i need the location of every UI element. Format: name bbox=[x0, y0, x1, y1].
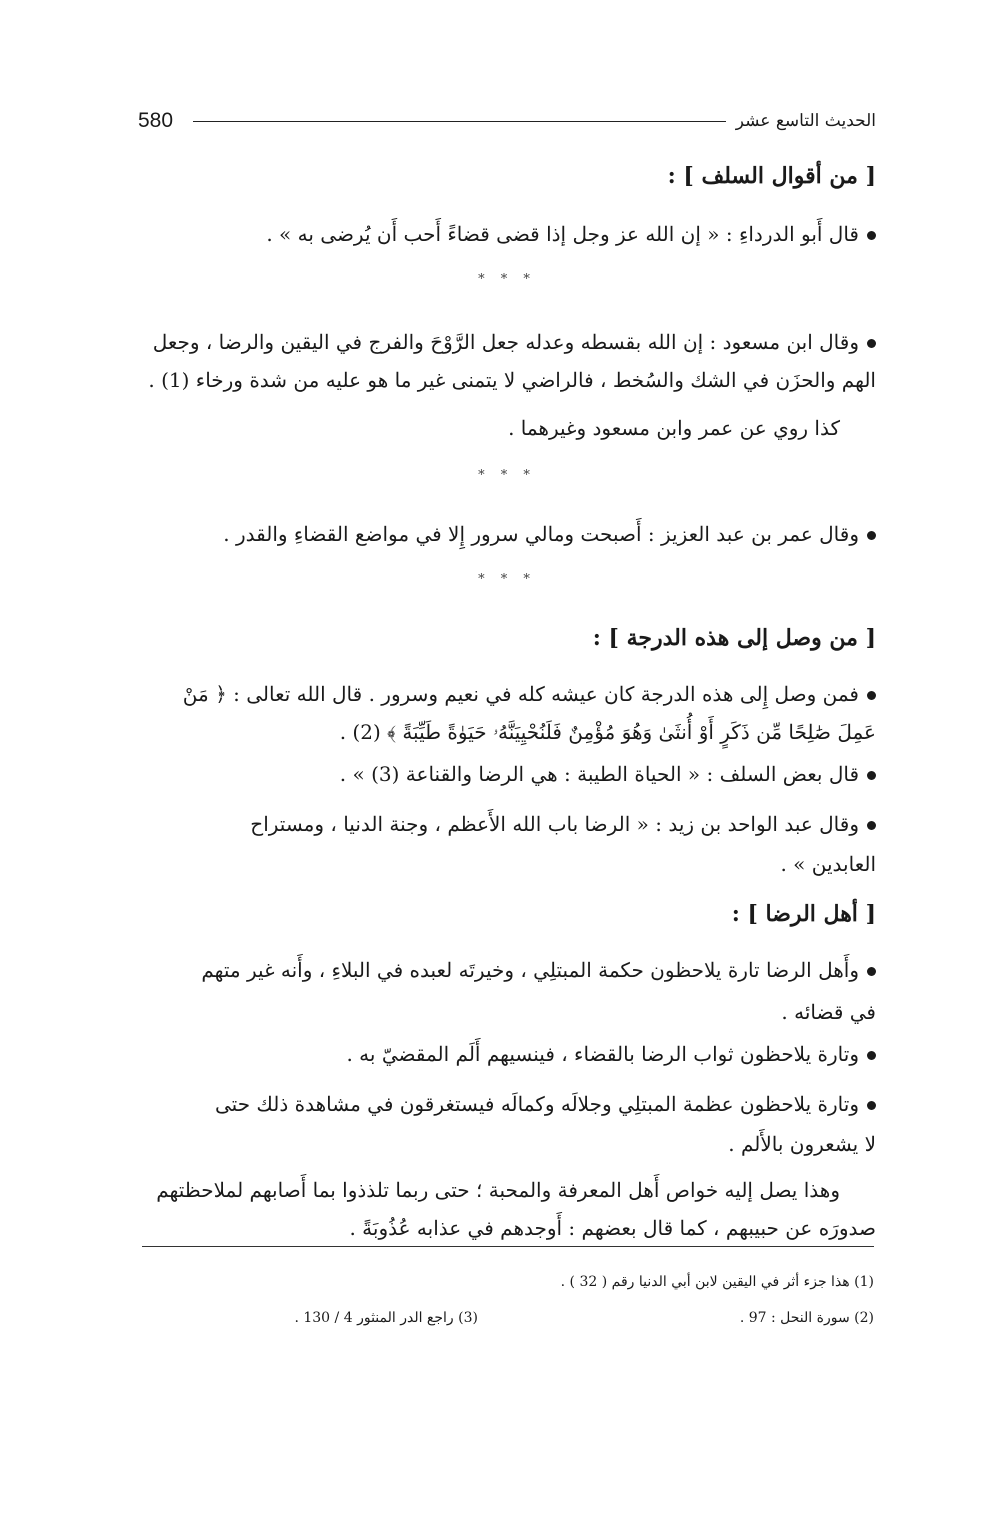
bullet-icon bbox=[867, 821, 876, 830]
separator-stars: * * * bbox=[478, 272, 536, 287]
separator-stars: * * * bbox=[478, 572, 536, 587]
footnote-1: (1) هذا جزء أثر في اليقين لابن أبي الدنيا رقم ( 32 ) . bbox=[560, 1274, 874, 1290]
page-number: 580 bbox=[138, 109, 174, 132]
bullet-icon bbox=[867, 691, 876, 700]
paragraph-daraja-line1: فمن وصل إِلى هذه الدرجة كان عيشه كله في نعيم وسرور . قال الله تعالى : ﴿ مَنْ bbox=[138, 676, 876, 712]
bullet-icon bbox=[867, 1101, 876, 1110]
section-heading-daraja: [ من وصل إلى هذه الدرجة ] : bbox=[592, 625, 876, 651]
paragraph-thawab: وتارة يلاحظون ثواب الرضا بالقضاء ، فينسيهم أَلَم المقضيّ به . bbox=[138, 1036, 876, 1072]
paragraph-hayat-tayyiba: قال بعض السلف : « الحياة الطيبة : هي الرضا والقناعة (3) » . bbox=[138, 756, 876, 792]
paragraph-umar-abdulaziz: وقال عمر بن عبد العزيز : أَصبحت ومالي سرور إِلا في مواضع القضاءِ والقدر . bbox=[138, 516, 876, 552]
bullet-icon bbox=[867, 231, 876, 240]
paragraph-ibn-masud-line2: الهم والحزَن في الشك والسُخط ، فالراضي لا يتمنى غير ما هو عليه من شدة ورخاء (1) . bbox=[148, 368, 876, 392]
paragraph-khawass-line1: وهذا يصل إليه خواص أَهل المعرفة والمحبة ؛ حتى ربما تلذذوا بما أَصابهم لملاحظتهم bbox=[156, 1178, 840, 1202]
bullet-icon bbox=[867, 531, 876, 540]
bullet-icon bbox=[867, 1051, 876, 1060]
footnote-2: (2) سورة النحل : 97 . bbox=[739, 1310, 874, 1326]
bullet-icon bbox=[867, 967, 876, 976]
paragraph-ibn-masud-line1: وقال ابن مسعود : إن الله بقسطه وعدله جعل الرَّوْحَ والفرج في اليقين والرضا ، وجعل bbox=[138, 324, 876, 360]
running-title: الحديث التاسع عشر bbox=[735, 111, 876, 131]
page-header bbox=[138, 104, 876, 138]
paragraph-ahl-rida-line1: وأَهل الرضا تارة يلاحظون حكمة المبتلِي ، وخيرتَه لعبده في البلاءِ ، وأَنه غير متهم bbox=[138, 952, 876, 988]
paragraph-abdulwahid-line2: العابدين » . bbox=[780, 852, 876, 876]
paragraph-khawass-line2: صدورَه عن حبيبهم ، كما قال بعضهم : أَوجدهم في عذابه عُذُوبَةً . bbox=[349, 1216, 876, 1240]
bullet-icon bbox=[867, 339, 876, 348]
paragraph-abdulwahid-line1: وقال عبد الواحد بن زيد : « الرضا باب الله الأَعظم ، وجنة الدنيا ، ومستراح bbox=[138, 806, 876, 842]
bullet-icon bbox=[867, 771, 876, 780]
book-page bbox=[138, 0, 876, 1516]
section-heading-salaf: [ من أقوال السلف ] : bbox=[667, 163, 876, 189]
paragraph-ibn-masud-line3: كذا روي عن عمر وابن مسعود وغيرهما . bbox=[508, 416, 840, 440]
paragraph-daraja-quran-line: عَمِلَ صَٰلِحًا مِّن ذَكَرٍ أَوْ أُنثَىٰ وَهُوَ مُؤْمِنٌ فَلَنُحْيِيَنَّهُۥ حَيَوٰةً طَيِّبَةً ﴾ (2) . bbox=[339, 720, 876, 744]
separator-stars: * * * bbox=[478, 468, 536, 483]
paragraph-ahl-rida-line2: في قضائه . bbox=[781, 1000, 876, 1024]
section-heading-ahl-rida: [ أهل الرضا ] : bbox=[731, 901, 876, 927]
paragraph-azama-line2: لا يشعرون بالأَلم . bbox=[728, 1132, 876, 1156]
header-rule bbox=[193, 121, 726, 122]
paragraph-abu-darda: قال أَبو الدرداءِ : « إن الله عز وجل إذا قضى قضاءً أَحب أَن يُرضى به » . bbox=[138, 216, 876, 252]
footnote-rule bbox=[142, 1246, 874, 1247]
footnote-3: (3) راجع الدر المنثور 4 / 130 . bbox=[294, 1310, 478, 1326]
paragraph-azama-line1: وتارة يلاحظون عظمة المبتلِي وجلالَه وكمالَه فيستغرقون في مشاهدة ذلك حتى bbox=[138, 1086, 876, 1122]
